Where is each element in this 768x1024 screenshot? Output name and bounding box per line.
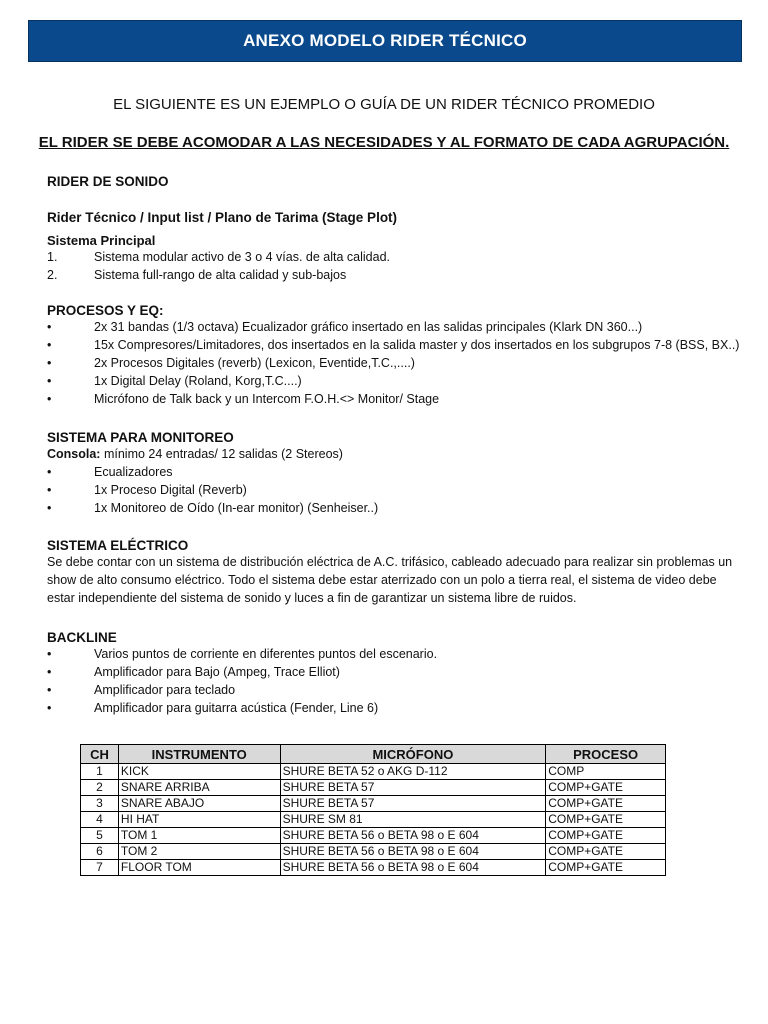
section-backline [47,630,437,717]
consola-line: Consola: mínimo 24 entradas/ 12 salidas (2 Stereos) [47,447,343,461]
input-list-table [80,744,666,876]
subtitle-underlined: EL RIDER SE DEBE ACOMODAR A LAS NECESIDADES Y AL FORMATO DE CADA AGRUPACIÓN. [38,134,730,151]
list-item: 1. Sistema modular activo de 3 o 4 vías. de alta calidad. [47,250,390,264]
list-item: • 15x Compresores/Limitadores, dos insertados en la salida master y dos insertados en los subgrupos 7-8 (BSS, BX..) [47,338,740,352]
heading-electrico: SISTEMA ELÉCTRICO [47,538,189,553]
col-ch: CH [81,745,119,764]
list-item: • 1x Monitoreo de Oído (In-ear monitor) (Senheiser..) [47,501,379,515]
col-proceso: PROCESO [546,745,666,764]
list-item: • Amplificador para Bajo (Ampeg, Trace Elliot) [47,665,340,679]
table-row: 7 FLOOR TOM SHURE BETA 56 o BETA 98 o E 604 COMP+GATE [81,860,666,876]
table-row: 6 TOM 2 SHURE BETA 56 o BETA 98 o E 604 COMP+GATE [81,844,666,860]
title-banner: ANEXO MODELO RIDER TÉCNICO [28,20,742,62]
list-item: • 2x 31 bandas (1/3 octava) Ecualizador gráfico insertado en las salidas principales (Klark DN 360...) [47,320,643,334]
table-row: 1 KICK SHURE BETA 52 o AKG D-112 COMP [81,764,666,780]
section-sistema-principal [47,233,390,284]
section-procesos [47,303,739,408]
heading-procesos: PROCESOS Y EQ: [47,303,164,318]
col-microfono: MICRÓFONO [280,745,546,764]
list-item: • Amplificador para teclado [47,683,236,697]
heading-monitoreo: SISTEMA PARA MONITOREO [47,430,234,445]
electrico-paragraph: Se debe contar con un sistema de distribución eléctrica de A.C. trifásico, cableado adecuado para realizar sin problemas un show de alto consumo eléctrico. Todo el sistema debe estar aterrizado con un polo a tierra real, el sistema de video debe estar independiente del sistema de sonido y luces a fin de garantizar un sistema libre de ruidos. [47,555,733,605]
table-row: 3 SNARE ABAJO SHURE BETA 57 COMP+GATE [81,796,666,812]
table-row: 2 SNARE ARRIBA SHURE BETA 57 COMP+GATE [81,780,666,796]
heading-backline: BACKLINE [47,630,117,645]
list-item: • 2x Procesos Digitales (reverb) (Lexicon, Eventide,T.C.,....) [47,356,415,370]
list-item: 2. Sistema full-rango de alta calidad y sub-bajos [47,268,347,282]
list-item: • 1x Digital Delay (Roland, Korg,T.C....) [47,374,302,388]
list-item: • Amplificador para guitarra acústica (Fender, Line 6) [47,701,379,715]
heading-rider-tecnico: Rider Técnico / Input list / Plano de Tarima (Stage Plot) [47,210,398,225]
list-item: • Varios puntos de corriente en diferentes puntos del escenario. [47,647,438,661]
list-item: • 1x Proceso Digital (Reverb) [47,483,247,497]
list-item: • Ecualizadores [47,465,173,479]
table-row: 5 TOM 1 SHURE BETA 56 o BETA 98 o E 604 COMP+GATE [81,828,666,844]
subtitle: EL SIGUIENTE ES UN EJEMPLO O GUÍA DE UN RIDER TÉCNICO PROMEDIO [113,96,655,113]
heading-rider-sonido: RIDER DE SONIDO [47,174,169,189]
col-instrumento: INSTRUMENTO [118,745,280,764]
table-header-row [81,745,666,764]
table-row: 4 HI HAT SHURE SM 81 COMP+GATE [81,812,666,828]
section-monitoreo [47,430,378,517]
list-item: • Micrófono de Talk back y un Intercom F.O.H.<> Monitor/ Stage [47,392,440,406]
section-electrico [47,538,733,607]
heading-sistema-principal: Sistema Principal [47,233,156,248]
